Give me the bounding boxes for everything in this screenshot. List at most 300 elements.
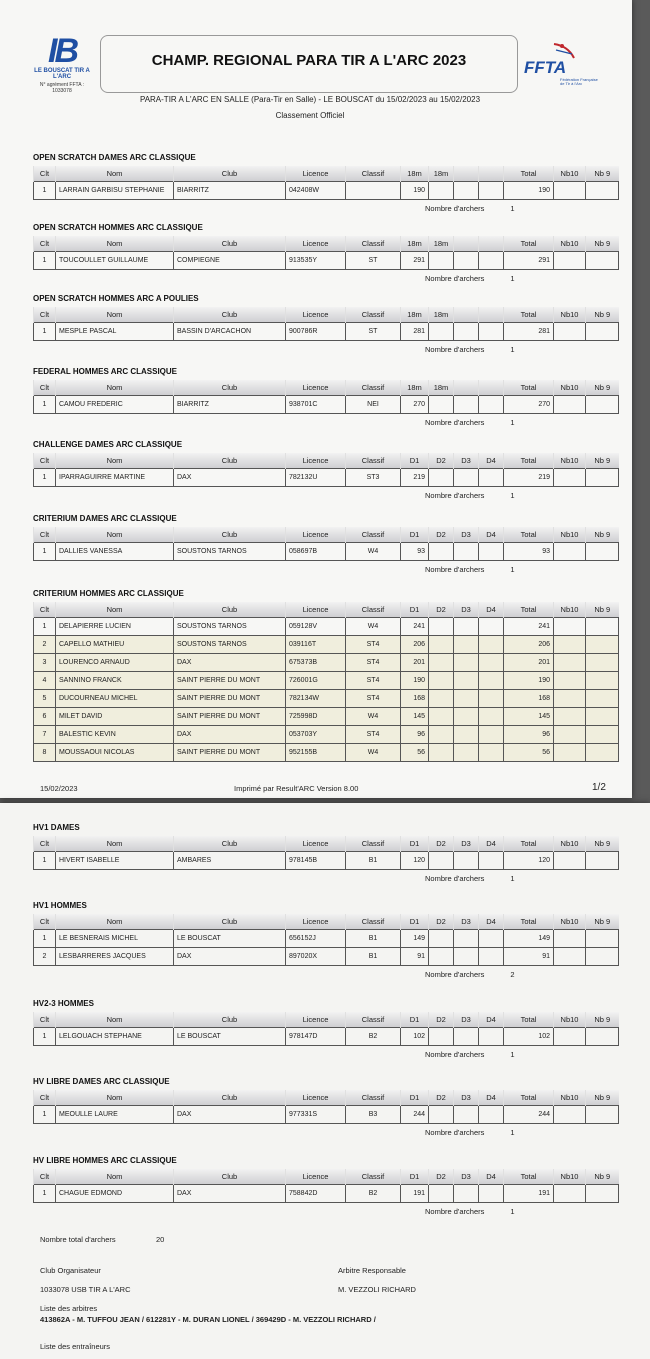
cell-licence: 042408W: [286, 182, 346, 200]
cell-d3: [454, 323, 479, 341]
column-header-nb9: Nb 9: [586, 453, 619, 469]
cell-licence: 782134W: [286, 690, 346, 708]
cell-nb9: [586, 852, 619, 870]
archer-count-label: Nombre d'archers: [425, 874, 485, 883]
arbitres-list: 413862A - M. TUFFOU JEAN / 612281Y - M. DURAN LIONEL / 369429D - M. VEZZOLI RICHARD /: [40, 1315, 376, 1324]
cell-d4: [479, 726, 504, 744]
club-logo: [30, 32, 94, 94]
column-header-nb10: Nb10: [554, 166, 586, 182]
archer-count-row: [33, 274, 619, 283]
category-section: [33, 367, 619, 427]
cell-d4: [479, 654, 504, 672]
cell-d1: 120: [401, 852, 429, 870]
cell-classif: ST4: [346, 672, 401, 690]
results-table: [33, 1012, 619, 1046]
column-header-classif: Classif: [346, 602, 401, 618]
category-title: HV1 HOMMES: [33, 901, 87, 910]
category-title: OPEN SCRATCH HOMMES ARC CLASSIQUE: [33, 223, 203, 232]
table-header-row: [34, 602, 619, 618]
cell-nb10: [554, 930, 586, 948]
column-header-club: Club: [174, 166, 286, 182]
cell-d4: [479, 618, 504, 636]
column-header-d1: 18m: [401, 236, 429, 252]
cell-d3: [454, 948, 479, 966]
category-section: [33, 901, 619, 979]
cell-d2: [429, 252, 454, 270]
cell-d4: [479, 182, 504, 200]
cell-club: SAINT PIERRE DU MONT: [174, 690, 286, 708]
cell-name: DALLIES VANESSA: [56, 543, 174, 561]
cell-d2: [429, 708, 454, 726]
table-row: [34, 690, 619, 708]
column-header-club: Club: [174, 602, 286, 618]
cell-d1: 96: [401, 726, 429, 744]
cell-rank: 4: [34, 672, 56, 690]
cell-d2: [429, 948, 454, 966]
column-header-name: Nom: [56, 1090, 174, 1106]
column-header-d4: D4: [479, 1090, 504, 1106]
column-header-total: Total: [504, 236, 554, 252]
cell-licence: 059128V: [286, 618, 346, 636]
cell-classif: W4: [346, 543, 401, 561]
results-table: [33, 914, 619, 966]
title-box: [100, 35, 518, 93]
table-row: [34, 323, 619, 341]
column-header-club: Club: [174, 307, 286, 323]
cell-nb10: [554, 1028, 586, 1046]
table-header-row: [34, 453, 619, 469]
results-table: [33, 1090, 619, 1124]
cell-total: 219: [504, 469, 554, 487]
cell-rank: 1: [34, 182, 56, 200]
results-table: [33, 236, 619, 270]
printed-by: Imprimé par Result'ARC Version 8.00: [234, 784, 359, 793]
category-section: [33, 1077, 619, 1137]
column-header-classif: Classif: [346, 166, 401, 182]
table-row: [34, 708, 619, 726]
table-row: [34, 469, 619, 487]
results-table: [33, 453, 619, 487]
column-header-nb9: Nb 9: [586, 236, 619, 252]
cell-nb10: [554, 672, 586, 690]
cell-classif: ST4: [346, 726, 401, 744]
cell-classif: B1: [346, 948, 401, 966]
column-header-d2: D2: [429, 1012, 454, 1028]
column-header-nb9: Nb 9: [586, 1169, 619, 1185]
cell-licence: 758842D: [286, 1185, 346, 1203]
cell-nb9: [586, 690, 619, 708]
cell-d4: [479, 252, 504, 270]
column-header-name: Nom: [56, 453, 174, 469]
cell-d3: [454, 396, 479, 414]
results-table: [33, 166, 619, 200]
column-header-licence: Licence: [286, 1169, 346, 1185]
column-header-total: Total: [504, 527, 554, 543]
cell-club: BIARRITZ: [174, 182, 286, 200]
table-row: [34, 182, 619, 200]
column-header-licence: Licence: [286, 380, 346, 396]
cell-name: LESBARRERES JACQUES: [56, 948, 174, 966]
cell-total: 145: [504, 708, 554, 726]
archer-count-label: Nombre d'archers: [425, 565, 485, 574]
column-header-name: Nom: [56, 836, 174, 852]
column-header-rank: Clt: [34, 1169, 56, 1185]
archer-count-value: 2: [510, 970, 515, 979]
cell-club: LE BOUSCAT: [174, 930, 286, 948]
cell-classif: ST: [346, 323, 401, 341]
column-header-d1: D1: [401, 1169, 429, 1185]
column-header-d2: D2: [429, 527, 454, 543]
cell-d2: [429, 930, 454, 948]
cell-total: 102: [504, 1028, 554, 1046]
column-header-nb10: Nb10: [554, 1012, 586, 1028]
cell-name: BALESTIC KEVIN: [56, 726, 174, 744]
event-subtitle: PARA-TIR A L'ARC EN SALLE (Para-Tir en Salle) - LE BOUSCAT du 15/02/2023 au 15/02/2023: [139, 95, 481, 104]
cell-classif: ST4: [346, 636, 401, 654]
cell-nb9: [586, 396, 619, 414]
cell-total: 291: [504, 252, 554, 270]
cell-d3: [454, 1106, 479, 1124]
cell-d1: 191: [401, 1185, 429, 1203]
cell-rank: 1: [34, 618, 56, 636]
column-header-name: Nom: [56, 602, 174, 618]
column-header-name: Nom: [56, 914, 174, 930]
cell-d1: 244: [401, 1106, 429, 1124]
column-header-d1: D1: [401, 602, 429, 618]
cell-classif: W4: [346, 708, 401, 726]
archer-count-value: 1: [510, 274, 515, 283]
cell-club: DAX: [174, 1106, 286, 1124]
category-section: [33, 1156, 619, 1216]
table-header-row: [34, 914, 619, 930]
column-header-total: Total: [504, 1012, 554, 1028]
column-header-d3: D3: [454, 602, 479, 618]
cell-club: DAX: [174, 1185, 286, 1203]
column-header-name: Nom: [56, 307, 174, 323]
column-header-total: Total: [504, 380, 554, 396]
column-header-d1: D1: [401, 914, 429, 930]
column-header-rank: Clt: [34, 453, 56, 469]
cell-classif: B2: [346, 1028, 401, 1046]
archer-count-row: [33, 491, 619, 500]
cell-rank: 1: [34, 252, 56, 270]
cell-classif: W4: [346, 744, 401, 762]
archer-count-label: Nombre d'archers: [425, 274, 485, 283]
cell-d1: 145: [401, 708, 429, 726]
category-title: FEDERAL HOMMES ARC CLASSIQUE: [33, 367, 178, 376]
cell-club: SOUSTONS TARNOS: [174, 618, 286, 636]
column-header-d1: 18m: [401, 307, 429, 323]
cell-licence: 058697B: [286, 543, 346, 561]
column-header-classif: Classif: [346, 380, 401, 396]
cell-licence: 725998D: [286, 708, 346, 726]
archer-count-row: [33, 1128, 619, 1137]
cell-nb10: [554, 744, 586, 762]
column-header-d4: [479, 380, 504, 396]
column-header-licence: Licence: [286, 914, 346, 930]
cell-licence: 053703Y: [286, 726, 346, 744]
arbitres-label: Liste des arbitres: [40, 1304, 98, 1313]
column-header-total: Total: [504, 914, 554, 930]
column-header-d2: D2: [429, 914, 454, 930]
column-header-d4: D4: [479, 1169, 504, 1185]
cell-nb9: [586, 654, 619, 672]
cell-nb10: [554, 543, 586, 561]
column-header-d2: D2: [429, 453, 454, 469]
cell-licence: 039116T: [286, 636, 346, 654]
cell-name: DUCOURNEAU MICHEL: [56, 690, 174, 708]
archer-count-value: 1: [510, 204, 515, 213]
column-header-classif: Classif: [346, 836, 401, 852]
cell-club: SOUSTONS TARNOS: [174, 636, 286, 654]
cell-d2: [429, 182, 454, 200]
cell-total: 244: [504, 1106, 554, 1124]
cell-club: BIARRITZ: [174, 396, 286, 414]
column-header-d3: D3: [454, 527, 479, 543]
column-header-nb9: Nb 9: [586, 166, 619, 182]
cell-d2: [429, 1028, 454, 1046]
table-header-row: [34, 527, 619, 543]
cell-d2: [429, 690, 454, 708]
column-header-nb9: Nb 9: [586, 1090, 619, 1106]
column-header-total: Total: [504, 307, 554, 323]
column-header-d4: [479, 236, 504, 252]
cell-club: LE BOUSCAT: [174, 1028, 286, 1046]
column-header-nb10: Nb10: [554, 307, 586, 323]
cell-d4: [479, 852, 504, 870]
archer-count-row: [33, 874, 619, 883]
cell-d3: [454, 672, 479, 690]
cell-classif: ST4: [346, 654, 401, 672]
column-header-total: Total: [504, 602, 554, 618]
column-header-d4: [479, 307, 504, 323]
cell-nb10: [554, 618, 586, 636]
cell-nb9: [586, 618, 619, 636]
results-table: [33, 307, 619, 341]
archer-count-value: 1: [510, 1050, 515, 1059]
club-logo-mark: IB: [48, 32, 76, 70]
cell-classif: W4: [346, 618, 401, 636]
column-header-d2: D2: [429, 602, 454, 618]
column-header-total: Total: [504, 1169, 554, 1185]
cell-name: CAMOU FREDERIC: [56, 396, 174, 414]
cell-d4: [479, 744, 504, 762]
category-section: [33, 589, 619, 762]
archer-count-value: 1: [510, 491, 515, 500]
cell-d2: [429, 672, 454, 690]
cell-classif: B3: [346, 1106, 401, 1124]
column-header-rank: Clt: [34, 1090, 56, 1106]
cell-d2: [429, 1185, 454, 1203]
print-date: 15/02/2023: [40, 784, 78, 793]
column-header-d3: D3: [454, 914, 479, 930]
column-header-d3: [454, 380, 479, 396]
column-header-d1: D1: [401, 453, 429, 469]
club-organisateur-label: Club Organisateur: [40, 1266, 101, 1275]
archer-count-label: Nombre d'archers: [425, 1128, 485, 1137]
cell-club: DAX: [174, 948, 286, 966]
column-header-nb10: Nb10: [554, 836, 586, 852]
cell-d3: [454, 1028, 479, 1046]
column-header-name: Nom: [56, 1169, 174, 1185]
cell-total: 201: [504, 654, 554, 672]
cell-d3: [454, 708, 479, 726]
arbitre-value: M. VEZZOLI RICHARD: [338, 1285, 416, 1294]
cell-name: LE BESNERAIS MICHEL: [56, 930, 174, 948]
cell-d4: [479, 1185, 504, 1203]
ffta-logo-text: FFTA: [524, 58, 567, 77]
page-number: 1/2: [592, 782, 606, 793]
cell-d1: 149: [401, 930, 429, 948]
column-header-total: Total: [504, 1090, 554, 1106]
cell-d3: [454, 1185, 479, 1203]
cell-rank: 3: [34, 654, 56, 672]
cell-nb9: [586, 543, 619, 561]
column-header-classif: Classif: [346, 1090, 401, 1106]
column-header-name: Nom: [56, 1012, 174, 1028]
column-header-rank: Clt: [34, 527, 56, 543]
table-row: [34, 1185, 619, 1203]
column-header-rank: Clt: [34, 836, 56, 852]
table-row: [34, 948, 619, 966]
archer-count-label: Nombre d'archers: [425, 345, 485, 354]
cell-licence: 656152J: [286, 930, 346, 948]
results-table: [33, 602, 619, 762]
column-header-d4: D4: [479, 836, 504, 852]
cell-d3: [454, 852, 479, 870]
column-header-total: Total: [504, 836, 554, 852]
cell-classif: B1: [346, 930, 401, 948]
column-header-d4: D4: [479, 914, 504, 930]
column-header-d3: D3: [454, 836, 479, 852]
results-table: [33, 836, 619, 870]
archer-count-label: Nombre d'archers: [425, 418, 485, 427]
cell-d1: 102: [401, 1028, 429, 1046]
results-page-2: [0, 803, 650, 1359]
cell-classif: ST: [346, 252, 401, 270]
column-header-name: Nom: [56, 527, 174, 543]
arbitre-label: Arbitre Responsable: [338, 1266, 406, 1275]
cell-d1: 91: [401, 948, 429, 966]
column-header-d2: D2: [429, 836, 454, 852]
archer-count-label: Nombre d'archers: [425, 1207, 485, 1216]
cell-d1: 190: [401, 672, 429, 690]
archer-count-label: Nombre d'archers: [425, 204, 485, 213]
cell-d4: [479, 323, 504, 341]
column-header-nb9: Nb 9: [586, 527, 619, 543]
cell-d3: [454, 930, 479, 948]
cell-rank: 1: [34, 396, 56, 414]
column-header-d2: 18m: [429, 236, 454, 252]
cell-d3: [454, 744, 479, 762]
archer-count-value: 1: [510, 1128, 515, 1137]
cell-club: COMPIEGNE: [174, 252, 286, 270]
archer-count-label: Nombre d'archers: [425, 970, 485, 979]
results-table: [33, 1169, 619, 1203]
column-header-nb9: Nb 9: [586, 836, 619, 852]
column-header-classif: Classif: [346, 453, 401, 469]
column-header-club: Club: [174, 236, 286, 252]
table-row: [34, 636, 619, 654]
cell-d4: [479, 948, 504, 966]
table-row: [34, 744, 619, 762]
column-header-licence: Licence: [286, 236, 346, 252]
cell-nb9: [586, 323, 619, 341]
cell-d1: 93: [401, 543, 429, 561]
column-header-club: Club: [174, 914, 286, 930]
archer-count-value: 1: [510, 874, 515, 883]
column-header-d2: 18m: [429, 166, 454, 182]
category-section: [33, 153, 619, 213]
cell-classif: B1: [346, 852, 401, 870]
column-header-nb9: Nb 9: [586, 914, 619, 930]
archer-count-row: [33, 418, 619, 427]
cell-name: MESPLE PASCAL: [56, 323, 174, 341]
cell-total: 120: [504, 852, 554, 870]
table-header-row: [34, 166, 619, 182]
cell-nb10: [554, 852, 586, 870]
archer-count-value: 1: [510, 418, 515, 427]
cell-total: 191: [504, 1185, 554, 1203]
cell-classif: ST4: [346, 690, 401, 708]
table-header-row: [34, 1090, 619, 1106]
archer-count-row: [33, 1050, 619, 1059]
ffta-logo: [520, 40, 600, 90]
cell-d3: [454, 469, 479, 487]
cell-nb10: [554, 252, 586, 270]
cell-licence: 900786R: [286, 323, 346, 341]
cell-d1: 281: [401, 323, 429, 341]
column-header-name: Nom: [56, 166, 174, 182]
column-header-d2: 18m: [429, 380, 454, 396]
column-header-d4: [479, 166, 504, 182]
cell-club: DAX: [174, 654, 286, 672]
column-header-licence: Licence: [286, 602, 346, 618]
cell-d3: [454, 182, 479, 200]
cell-classif: ST3: [346, 469, 401, 487]
cell-nb9: [586, 252, 619, 270]
column-header-d3: D3: [454, 1090, 479, 1106]
column-header-licence: Licence: [286, 1012, 346, 1028]
cell-d1: 241: [401, 618, 429, 636]
cell-d4: [479, 672, 504, 690]
cell-nb9: [586, 726, 619, 744]
column-header-nb10: Nb10: [554, 602, 586, 618]
table-header-row: [34, 1169, 619, 1185]
cell-rank: 8: [34, 744, 56, 762]
cell-rank: 6: [34, 708, 56, 726]
cell-d2: [429, 744, 454, 762]
cell-licence: 938701C: [286, 396, 346, 414]
table-header-row: [34, 307, 619, 323]
table-row: [34, 1106, 619, 1124]
column-header-d1: D1: [401, 527, 429, 543]
column-header-d4: D4: [479, 527, 504, 543]
cell-total: 168: [504, 690, 554, 708]
cell-d2: [429, 618, 454, 636]
cell-nb10: [554, 708, 586, 726]
cell-club: SAINT PIERRE DU MONT: [174, 672, 286, 690]
column-header-licence: Licence: [286, 166, 346, 182]
club-logo-subtitle: LE BOUSCAT TIR A L'ARC: [34, 68, 90, 80]
cell-d2: [429, 852, 454, 870]
column-header-classif: Classif: [346, 1169, 401, 1185]
cell-licence: 782132U: [286, 469, 346, 487]
cell-nb9: [586, 672, 619, 690]
column-header-licence: Licence: [286, 527, 346, 543]
category-section: [33, 294, 619, 354]
column-header-club: Club: [174, 1090, 286, 1106]
